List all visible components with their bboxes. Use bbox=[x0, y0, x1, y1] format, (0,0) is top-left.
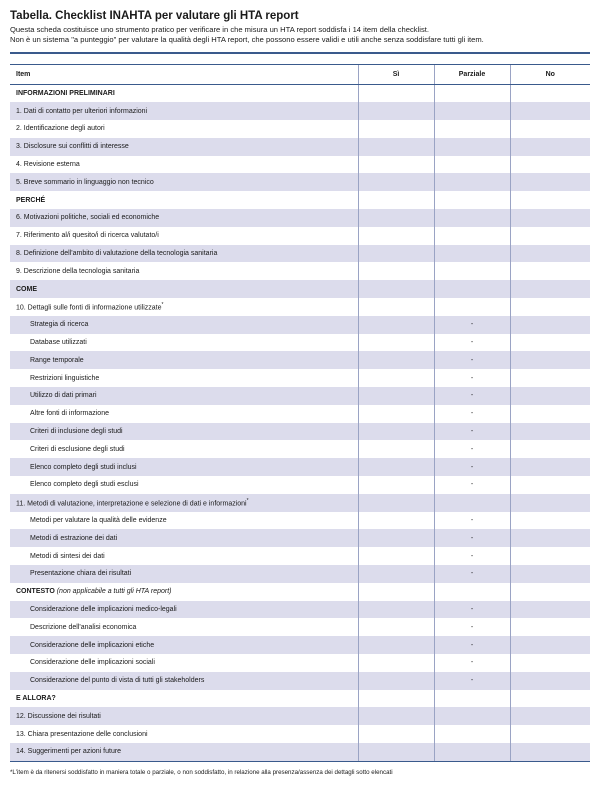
item-label: 11. Metodi di valutazione, interpretazione e selezione di dati e informazioni bbox=[16, 500, 247, 508]
cell-parziale: - bbox=[434, 512, 510, 530]
column-header-item: Item bbox=[10, 64, 358, 84]
item-cell bbox=[10, 654, 358, 672]
table-row bbox=[10, 120, 590, 138]
cell-si bbox=[358, 280, 434, 298]
cell-si bbox=[358, 440, 434, 458]
cell-parziale bbox=[434, 102, 510, 120]
cell-parziale bbox=[434, 138, 510, 156]
item-label: Strategia di ricerca bbox=[30, 321, 89, 329]
item-label: Elenco completo degli studi esclusi bbox=[30, 481, 139, 489]
cell-parziale bbox=[434, 298, 510, 316]
intro-text bbox=[10, 25, 590, 45]
cell-parziale bbox=[434, 494, 510, 512]
item-label: 7. Riferimento al/i quesito/i di ricerca valutato/i bbox=[16, 232, 159, 240]
table-row bbox=[10, 529, 590, 547]
cell-parziale: - bbox=[434, 565, 510, 583]
cell-no bbox=[510, 529, 590, 547]
cell-no bbox=[510, 405, 590, 423]
item-label: Criteri di esclusione degli studi bbox=[30, 445, 125, 453]
item-cell bbox=[10, 191, 358, 209]
item-label: Presentazione chiara dei risultati bbox=[30, 570, 132, 578]
cell-si bbox=[358, 601, 434, 619]
table-row bbox=[10, 334, 590, 352]
item-label: COME bbox=[16, 285, 37, 293]
cell-si bbox=[358, 565, 434, 583]
item-cell bbox=[10, 138, 358, 156]
cell-no bbox=[510, 654, 590, 672]
cell-si bbox=[358, 191, 434, 209]
cell-si bbox=[358, 725, 434, 743]
item-label: 3. Disclosure sui conflitti di interesse bbox=[16, 143, 129, 151]
cell-no bbox=[510, 156, 590, 174]
cell-si bbox=[358, 369, 434, 387]
cell-no bbox=[510, 565, 590, 583]
table-row bbox=[10, 654, 590, 672]
cell-parziale bbox=[434, 191, 510, 209]
item-cell bbox=[10, 476, 358, 494]
section-row bbox=[10, 280, 590, 298]
table-row bbox=[10, 351, 590, 369]
item-label: E ALLORA? bbox=[16, 694, 56, 702]
table-row bbox=[10, 618, 590, 636]
cell-parziale bbox=[434, 156, 510, 174]
cell-si bbox=[358, 618, 434, 636]
item-cell bbox=[10, 512, 358, 530]
table-row bbox=[10, 458, 590, 476]
cell-parziale bbox=[434, 209, 510, 227]
cell-si bbox=[358, 262, 434, 280]
cell-no bbox=[510, 707, 590, 725]
item-label: Considerazione delle implicazioni medico-legali bbox=[30, 606, 177, 613]
cell-no bbox=[510, 334, 590, 352]
cell-no bbox=[510, 512, 590, 530]
item-cell bbox=[10, 707, 358, 725]
cell-si bbox=[358, 298, 434, 316]
cell-parziale: - bbox=[434, 529, 510, 547]
cell-parziale bbox=[434, 84, 510, 102]
item-cell bbox=[10, 743, 358, 761]
item-cell bbox=[10, 440, 358, 458]
item-label: 8. Definizione dell'ambito di valutazione della tecnologia sanitaria bbox=[16, 250, 218, 258]
intro-line-2: Non è un sistema "a punteggio" per valutare la qualità degli HTA report, che possono essere validi e utili anche senza soddisfare tutti gli item. bbox=[10, 35, 484, 44]
item-label: CONTESTO bbox=[16, 588, 55, 596]
table-row bbox=[10, 209, 590, 227]
cell-no bbox=[510, 725, 590, 743]
cell-si bbox=[358, 654, 434, 672]
item-label: Database utilizzati bbox=[30, 339, 87, 347]
footnote-marker: * bbox=[161, 302, 164, 309]
table-row bbox=[10, 369, 590, 387]
cell-no bbox=[510, 102, 590, 120]
item-label: Range temporale bbox=[30, 356, 84, 364]
item-cell bbox=[10, 156, 358, 174]
cell-si bbox=[358, 707, 434, 725]
cell-si bbox=[358, 476, 434, 494]
item-cell bbox=[10, 565, 358, 583]
item-cell bbox=[10, 405, 358, 423]
cell-si bbox=[358, 529, 434, 547]
cell-parziale: - bbox=[434, 458, 510, 476]
cell-no bbox=[510, 458, 590, 476]
cell-no bbox=[510, 280, 590, 298]
cell-no bbox=[510, 440, 590, 458]
cell-parziale: - bbox=[434, 423, 510, 441]
cell-parziale: - bbox=[434, 369, 510, 387]
cell-si bbox=[358, 316, 434, 334]
section-note: (non applicabile a tutti gli HTA report) bbox=[56, 588, 172, 596]
cell-parziale: - bbox=[434, 547, 510, 565]
cell-no bbox=[510, 262, 590, 280]
cell-parziale bbox=[434, 173, 510, 191]
item-label: Utilizzo di dati primari bbox=[30, 392, 97, 400]
cell-no bbox=[510, 743, 590, 761]
cell-no bbox=[510, 173, 590, 191]
cell-no bbox=[510, 636, 590, 654]
cell-parziale: - bbox=[434, 334, 510, 352]
cell-no bbox=[510, 547, 590, 565]
table-row bbox=[10, 156, 590, 174]
table-row bbox=[10, 725, 590, 743]
cell-si bbox=[358, 156, 434, 174]
item-label: 2. Identificazione degli autori bbox=[16, 125, 105, 133]
cell-no bbox=[510, 245, 590, 263]
table-row bbox=[10, 405, 590, 423]
table-row bbox=[10, 440, 590, 458]
item-label: 6. Motivazioni politiche, sociali ed economiche bbox=[16, 214, 160, 222]
cell-parziale bbox=[434, 583, 510, 601]
cell-parziale: - bbox=[434, 316, 510, 334]
cell-parziale bbox=[434, 707, 510, 725]
table-row bbox=[10, 262, 590, 280]
cell-parziale bbox=[434, 725, 510, 743]
item-cell bbox=[10, 334, 358, 352]
cell-no bbox=[510, 120, 590, 138]
cell-no bbox=[510, 351, 590, 369]
item-label: INFORMAZIONI PRELIMINARI bbox=[16, 89, 115, 97]
item-label: Metodi per valutare la qualità delle evidenze bbox=[30, 517, 167, 525]
cell-no bbox=[510, 494, 590, 512]
cell-no bbox=[510, 84, 590, 102]
table-row bbox=[10, 565, 590, 583]
section-row bbox=[10, 690, 590, 708]
item-label: Criteri di inclusione degli studi bbox=[30, 428, 123, 436]
item-cell bbox=[10, 209, 358, 227]
table-header-row bbox=[10, 64, 590, 84]
table-row bbox=[10, 316, 590, 334]
cell-parziale bbox=[434, 262, 510, 280]
item-cell bbox=[10, 547, 358, 565]
table-row bbox=[10, 601, 590, 619]
cell-parziale: - bbox=[434, 601, 510, 619]
cell-no bbox=[510, 601, 590, 619]
cell-si bbox=[358, 458, 434, 476]
item-label: 12. Discussione dei risultati bbox=[16, 712, 101, 720]
footnote-marker: * bbox=[246, 498, 249, 505]
cell-si bbox=[358, 583, 434, 601]
cell-parziale: - bbox=[434, 618, 510, 636]
checklist-table bbox=[10, 64, 590, 762]
item-cell bbox=[10, 423, 358, 441]
item-cell bbox=[10, 369, 358, 387]
cell-si bbox=[358, 387, 434, 405]
table-row bbox=[10, 512, 590, 530]
item-cell bbox=[10, 690, 358, 708]
cell-no bbox=[510, 387, 590, 405]
cell-no bbox=[510, 423, 590, 441]
cell-no bbox=[510, 191, 590, 209]
item-cell bbox=[10, 636, 358, 654]
section-row bbox=[10, 84, 590, 102]
cell-si bbox=[358, 209, 434, 227]
cell-si bbox=[358, 423, 434, 441]
item-cell bbox=[10, 529, 358, 547]
footnote: *L'item è da ritenersi soddisfatto in maniera totale o parziale, o non soddisfatto, in relazione alla presenza/assenza dei dettagli sotto elencati bbox=[10, 768, 393, 776]
item-cell bbox=[10, 262, 358, 280]
item-label: Considerazione del punto di vista di tutti gli stakeholders bbox=[30, 677, 205, 685]
item-cell bbox=[10, 387, 358, 405]
column-header-parziale: Parziale bbox=[434, 64, 510, 84]
item-cell bbox=[10, 583, 358, 601]
cell-si bbox=[358, 138, 434, 156]
item-label: Restrizioni linguistiche bbox=[30, 374, 100, 382]
table-row bbox=[10, 672, 590, 690]
intro-line-1: Questa scheda costituisce uno strumento pratico per verificare in che misura un HTA report soddisfa i 14 item della checklist. bbox=[10, 25, 429, 34]
cell-si bbox=[358, 84, 434, 102]
cell-no bbox=[510, 583, 590, 601]
item-cell bbox=[10, 494, 358, 512]
item-cell bbox=[10, 618, 358, 636]
cell-parziale: - bbox=[434, 476, 510, 494]
item-label: 13. Chiara presentazione delle conclusioni bbox=[16, 730, 148, 738]
table-row bbox=[10, 298, 590, 316]
item-label: Elenco completo degli studi inclusi bbox=[30, 463, 137, 471]
cell-parziale bbox=[434, 743, 510, 761]
cell-si bbox=[358, 102, 434, 120]
table-row bbox=[10, 707, 590, 725]
cell-no bbox=[510, 298, 590, 316]
cell-no bbox=[510, 690, 590, 708]
cell-parziale: - bbox=[434, 387, 510, 405]
item-cell bbox=[10, 601, 358, 619]
item-cell bbox=[10, 351, 358, 369]
cell-no bbox=[510, 209, 590, 227]
table-row bbox=[10, 245, 590, 263]
cell-si bbox=[358, 743, 434, 761]
cell-si bbox=[358, 690, 434, 708]
item-label: 9. Descrizione della tecnologia sanitaria bbox=[16, 267, 140, 275]
cell-parziale: - bbox=[434, 636, 510, 654]
cell-no bbox=[510, 618, 590, 636]
item-cell bbox=[10, 227, 358, 245]
item-label: PERCHÉ bbox=[16, 196, 46, 204]
cell-si bbox=[358, 405, 434, 423]
cell-no bbox=[510, 672, 590, 690]
cell-parziale: - bbox=[434, 351, 510, 369]
item-label: Considerazione delle implicazioni sociali bbox=[30, 659, 155, 667]
item-label: 1. Dati di contatto per ulteriori informazioni bbox=[16, 107, 148, 115]
table-row bbox=[10, 387, 590, 405]
item-cell bbox=[10, 120, 358, 138]
cell-si bbox=[358, 547, 434, 565]
title-divider bbox=[10, 52, 590, 54]
cell-parziale bbox=[434, 690, 510, 708]
table-row bbox=[10, 102, 590, 120]
item-cell bbox=[10, 458, 358, 476]
table-row bbox=[10, 173, 590, 191]
item-cell bbox=[10, 280, 358, 298]
item-cell bbox=[10, 298, 358, 316]
item-cell bbox=[10, 102, 358, 120]
cell-parziale bbox=[434, 245, 510, 263]
item-label: 14. Suggerimenti per azioni future bbox=[16, 748, 122, 756]
item-cell bbox=[10, 672, 358, 690]
cell-si bbox=[358, 245, 434, 263]
cell-parziale bbox=[434, 227, 510, 245]
table-row bbox=[10, 743, 590, 761]
cell-no bbox=[510, 227, 590, 245]
table-row bbox=[10, 494, 590, 512]
table-title: Tabella. Checklist INAHTA per valutare gli HTA report bbox=[10, 10, 299, 22]
cell-no bbox=[510, 138, 590, 156]
cell-parziale: - bbox=[434, 405, 510, 423]
item-cell bbox=[10, 173, 358, 191]
cell-si bbox=[358, 636, 434, 654]
cell-si bbox=[358, 672, 434, 690]
section-row bbox=[10, 191, 590, 209]
item-label: Altre fonti di informazione bbox=[30, 410, 109, 418]
table-row bbox=[10, 138, 590, 156]
cell-no bbox=[510, 316, 590, 334]
item-cell bbox=[10, 245, 358, 263]
cell-parziale: - bbox=[434, 654, 510, 672]
item-cell bbox=[10, 316, 358, 334]
table-row bbox=[10, 547, 590, 565]
cell-no bbox=[510, 476, 590, 494]
cell-parziale: - bbox=[434, 672, 510, 690]
table-row bbox=[10, 423, 590, 441]
cell-parziale bbox=[434, 120, 510, 138]
column-header-si: Sì bbox=[358, 64, 434, 84]
cell-no bbox=[510, 369, 590, 387]
cell-si bbox=[358, 494, 434, 512]
cell-si bbox=[358, 227, 434, 245]
cell-parziale: - bbox=[434, 440, 510, 458]
table-row bbox=[10, 476, 590, 494]
item-label: Considerazione delle implicazioni etiche bbox=[30, 641, 155, 649]
column-header-no: No bbox=[510, 64, 590, 84]
item-label: Metodi di estrazione dei dati bbox=[30, 534, 118, 542]
item-cell bbox=[10, 725, 358, 743]
cell-si bbox=[358, 120, 434, 138]
item-cell bbox=[10, 84, 358, 102]
item-label: 4. Revisione esterna bbox=[16, 161, 80, 169]
item-label: 5. Breve sommario in linguaggio non tecnico bbox=[16, 178, 154, 186]
cell-si bbox=[358, 351, 434, 369]
section-row bbox=[10, 583, 590, 601]
cell-parziale bbox=[434, 280, 510, 298]
cell-si bbox=[358, 173, 434, 191]
table-row bbox=[10, 227, 590, 245]
checklist-body bbox=[10, 84, 590, 761]
table-row bbox=[10, 636, 590, 654]
cell-si bbox=[358, 334, 434, 352]
item-label: Metodi di sintesi dei dati bbox=[30, 552, 105, 560]
item-label: Descrizione dell'analisi economica bbox=[30, 623, 137, 631]
cell-si bbox=[358, 512, 434, 530]
item-label: 10. Dettagli sulle fonti di informazione utilizzate bbox=[16, 304, 162, 312]
